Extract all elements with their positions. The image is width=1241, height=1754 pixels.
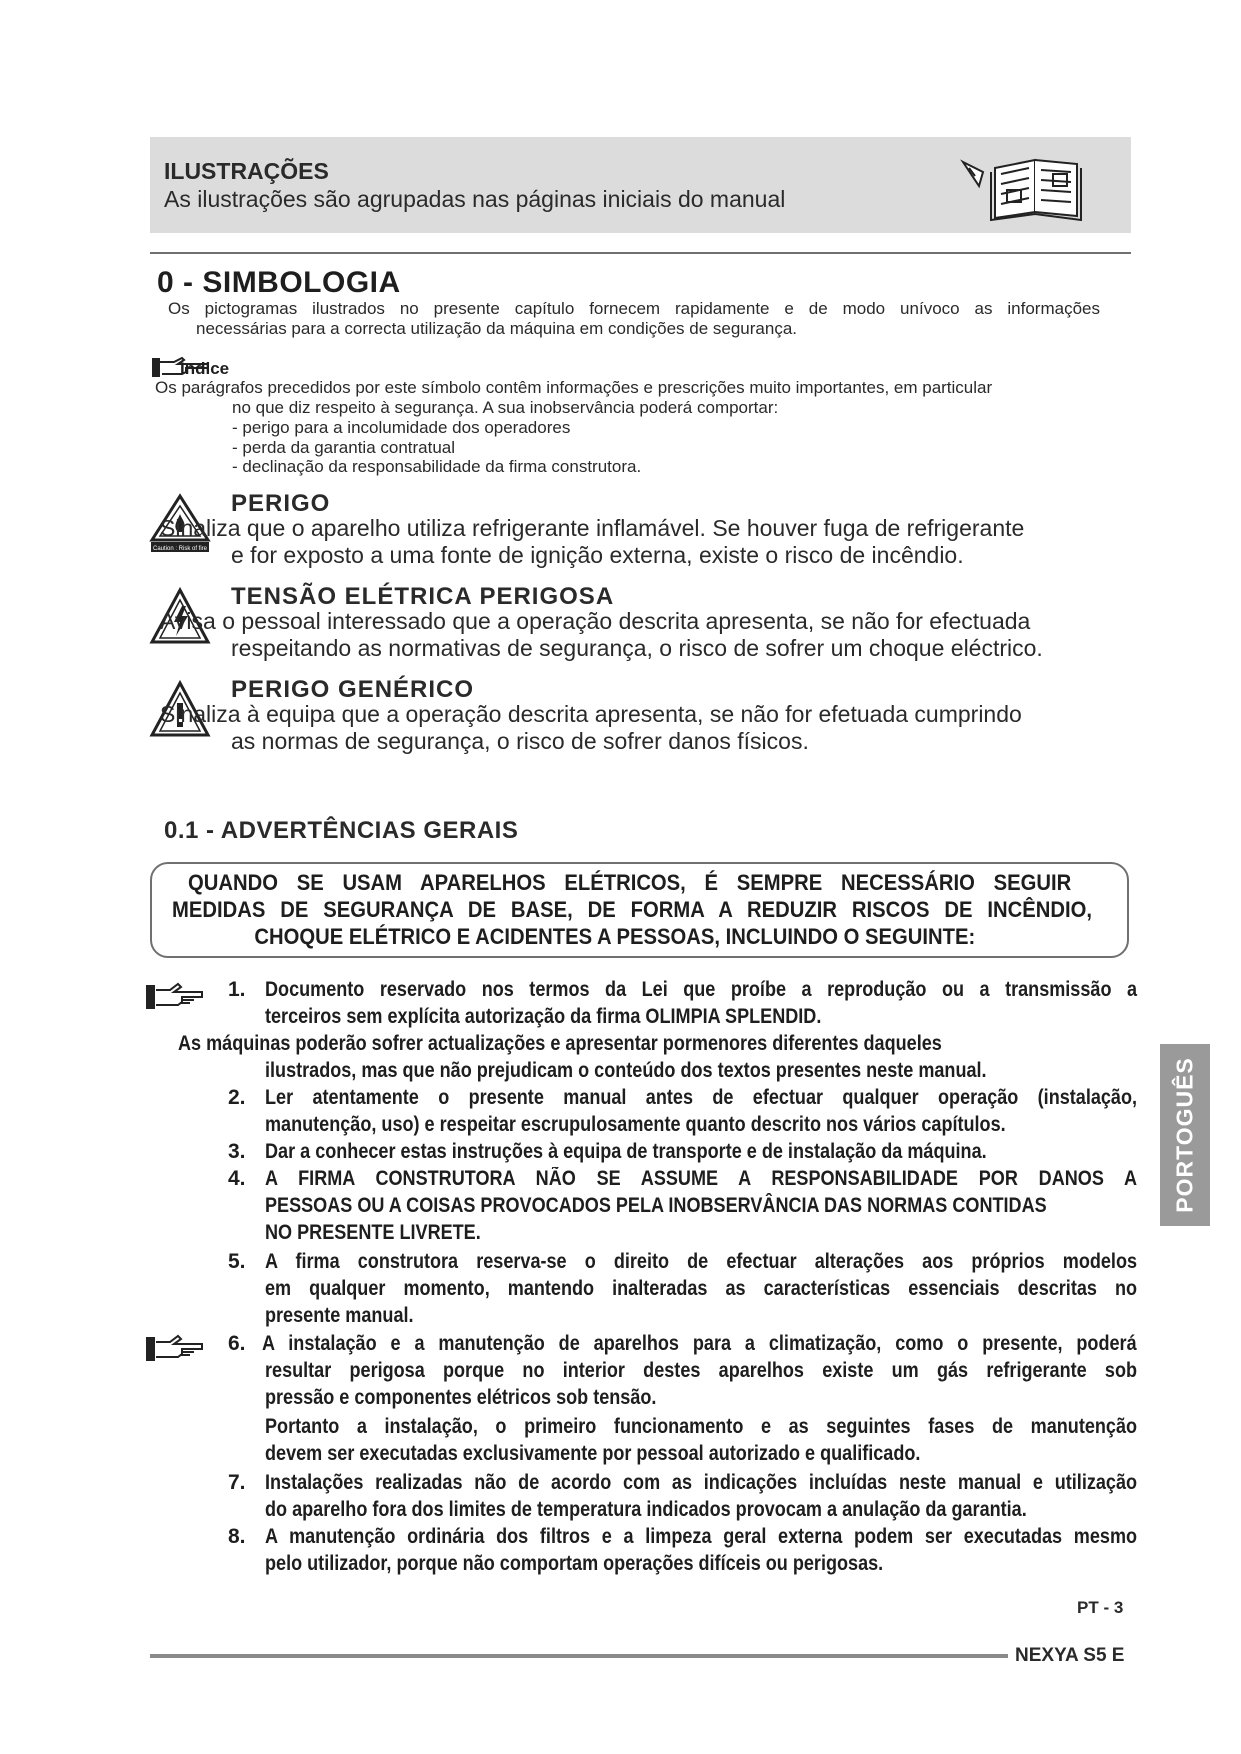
section-title-simbologia: 0 - SIMBOLOGIA: [157, 266, 401, 299]
item-text: As máquinas poderão sofrer actualizações e apresentar pormenores diferentes daqueles: [178, 1032, 942, 1055]
list-item: - perigo para a incolumidade dos operadores: [232, 418, 571, 437]
item-text: NO PRESENTE LIVRETE.: [265, 1221, 481, 1244]
warning-text-generic-line2: as normas de segurança, o risco de sofrer danos físicos.: [231, 728, 809, 754]
indice-text-line2: no que diz respeito à segurança. A sua inobservância poderá comportar:: [232, 398, 779, 417]
item-text: presente manual.: [265, 1304, 414, 1327]
warning-title-generic: PERIGO GENÉRICO: [231, 676, 475, 703]
warning-title-perigo: PERIGO: [231, 490, 331, 517]
warning-text-perigo-line2: e for exposto a uma fonte de ignição externa, existe o risco de incêndio.: [231, 542, 964, 568]
notice-line: CHOQUE ELÉTRICO E ACIDENTES A PESSOAS, INCLUINDO O SEGUINTE:: [254, 924, 976, 949]
indice-text-line1: Os parágrafos precedidos por este símbolo contêm informações e prescrições muito importantes, em particular: [155, 378, 993, 397]
notice-line: MEDIDAS DE SEGURANÇA DE BASE, DE FORMA A REDUZIR RISCOS DE INCÊNDIO,: [172, 897, 1092, 922]
item-text: ilustrados, mas que não prejudicam o conteúdo dos textos presentes neste manual.: [265, 1059, 987, 1082]
section-intro-line1: Os pictogramas ilustrados no presente capítulo fornecem rapidamente e de modo unívoco as informações: [168, 299, 1100, 318]
warning-text-electric-line2: respeitando as normativas de segurança, o risco de sofrer um choque eléctrico.: [231, 635, 1043, 661]
footer-divider: [150, 1654, 1008, 1658]
item-text: em qualquer momento, mantendo inalteradas as características essenciais descritas no: [265, 1277, 1138, 1300]
indice-consequences-list: [232, 418, 641, 477]
item-number: 5.: [228, 1250, 246, 1273]
item-number: 2.: [228, 1086, 246, 1109]
indice-label: Índice: [180, 359, 230, 378]
item-text: do aparelho fora dos limites de temperatura indicados provocam a anulação da garantia.: [265, 1498, 1027, 1521]
item-text: Documento reservado nos termos da Lei que proíbe a reprodução ou a transmissão a: [265, 978, 1138, 1001]
item-text: Portanto a instalação, o primeiro funcionamento e as seguintes fases de manutenção: [265, 1415, 1138, 1438]
item-text: manutenção, uso) e respeitar escrupulosamente quanto descrito nos vários capítulos.: [265, 1113, 1006, 1136]
item-text: Dar a conhecer estas instruções à equipa de transporte e de instalação da máquina.: [265, 1140, 987, 1163]
banner-title: ILUSTRAÇÕES: [164, 158, 329, 184]
item-text: A manutenção ordinária dos filtros e a limpeza geral externa podem ser executadas mesmo: [265, 1525, 1138, 1548]
model-name: NEXYA S5 E: [1015, 1645, 1125, 1666]
warning-text-electric-line1: Avisa o pessoal interessado que a operação descrita apresenta, se não for efectuada: [160, 608, 1031, 634]
item-text: pressão e componentes elétricos sob tensão.: [265, 1386, 657, 1409]
banner-subtitle: As ilustrações são agrupadas nas páginas iniciais do manual: [164, 186, 786, 212]
item-text: PESSOAS OU A COISAS PROVOCADOS PELA INOBSERVÂNCIA DAS NORMAS CONTIDAS: [265, 1194, 1047, 1217]
item-number: 7.: [228, 1471, 246, 1494]
item-number: 6.: [228, 1332, 246, 1355]
language-tab-label: PORTOGUÊS: [1171, 1057, 1198, 1213]
item-text: Instalações realizadas não de acordo com as indicações incluídas neste manual e utilização: [265, 1471, 1138, 1494]
notice-line: QUANDO SE USAM APARELHOS ELÉTRICOS, É SEMPRE NECESSÁRIO SEGUIR: [188, 870, 1072, 895]
item-text: devem ser executadas exclusivamente por pessoal autorizado e qualificado.: [265, 1442, 921, 1465]
item-number: 3.: [228, 1140, 246, 1163]
item-number: 4.: [228, 1167, 246, 1190]
warning-text-generic-line1: Sinaliza à equipa que a operação descrita apresenta, se não for efetuada cumprindo: [160, 701, 1022, 727]
language-tab: [1160, 1044, 1210, 1226]
pointing-hand-icon: [146, 1334, 206, 1362]
item-text: A FIRMA CONSTRUTORA NÃO SE ASSUME A RESPONSABILIDADE POR DANOS A: [265, 1167, 1138, 1190]
item-number: 1.: [228, 978, 246, 1001]
item-text: A firma construtora reserva-se o direito de efectuar alterações aos próprios modelos: [265, 1250, 1138, 1273]
page-number: PT - 3: [1077, 1598, 1124, 1617]
warning-text-perigo-line1: Sinaliza que o aparelho utiliza refrigerante inflamável. Se houver fuga de refrigerante: [160, 515, 1025, 541]
warning-title-electric: TENSÃO ELÉTRICA PERIGOSA: [231, 583, 615, 610]
item-text: A instalação e a manutenção de aparelhos para a climatização, como o presente, poderá: [262, 1332, 1137, 1355]
pointing-hand-icon: [146, 982, 206, 1010]
list-item: - declinação da responsabilidade da firma construtora.: [232, 457, 642, 476]
section-title-advertencias: 0.1 - ADVERTÊNCIAS GERAIS: [164, 817, 519, 844]
item-text: resultar perigosa porque no interior destes aparelhos existe um gás refrigerante sob: [265, 1359, 1138, 1382]
item-number: 8.: [228, 1525, 246, 1548]
header-divider: [150, 252, 1131, 254]
fire-warning-caption: Caution : Risk of fire: [152, 546, 208, 552]
section-intro-line2: necessárias para a correcta utilização da máquina em condições de segurança.: [196, 319, 798, 338]
item-text: pelo utilizador, porque não comportam operações difíceis ou perigosas.: [265, 1552, 884, 1575]
book-icon: [955, 150, 1125, 222]
item-text: terceiros sem explícita autorização da firma OLIMPIA SPLENDID.: [265, 1005, 822, 1028]
list-item: - perda da garantia contratual: [232, 437, 456, 457]
item-text: Ler atentamente o presente manual antes de efectuar qualquer operação (instalação,: [265, 1086, 1138, 1109]
